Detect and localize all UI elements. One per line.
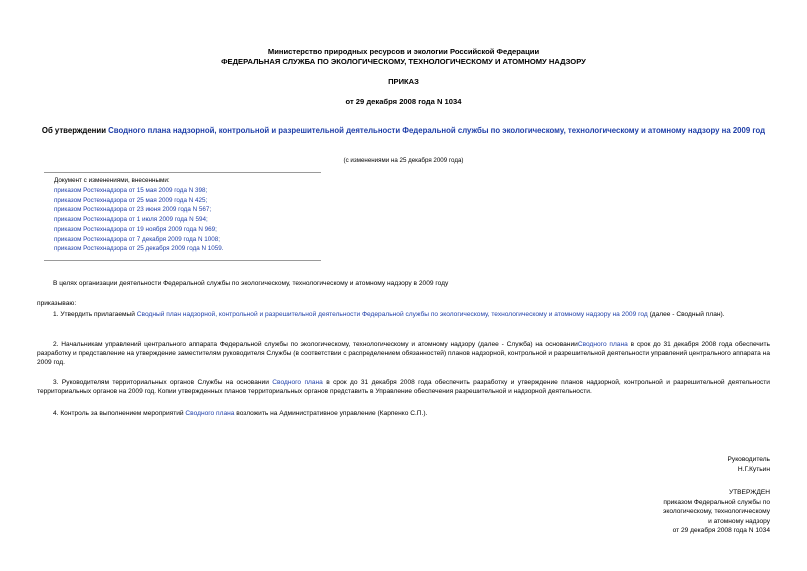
document-date-number: от 29 декабря 2008 года N 1034 — [345, 97, 462, 106]
paragraph-3 — [37, 379, 770, 397]
document-header — [0, 47, 807, 67]
approval-line: от 29 декабря 2008 года N 1034 — [672, 527, 770, 535]
paragraph-text: (далее - Сводный план). — [647, 311, 725, 318]
approval-block — [663, 488, 770, 536]
paragraph-text: 4. Контроль за выполнением мероприятий — [53, 410, 186, 417]
change-link[interactable]: приказом Ростехнадзора от 1 июля 2009 года N 594; — [54, 216, 208, 223]
title-link[interactable]: Сводного плана надзорной, контрольной и разрешительной деятельности Федеральной службы по экологическому, технологическому и атомному надзору на 2009 год — [108, 126, 766, 135]
changes-label: Документ с изменениями, внесенными: — [54, 177, 170, 184]
paragraph-2 — [37, 341, 770, 368]
signer-role: Руководитель — [727, 456, 770, 463]
approval-line: и атомному надзору — [708, 517, 770, 525]
paragraph-4 — [37, 410, 770, 419]
intro-paragraph: В целях организации деятельности Федеральной службы по экологическому, технологическому и атомному надзору в 2009 году — [53, 280, 449, 287]
summary-plan-link[interactable]: Сводный план надзорной, контрольной и разрешительной деятельности Федеральной службы по экологическому, технологическому и атомному надзору на 2009 год — [136, 311, 648, 318]
paragraph-text: в срок до 31 декабря 2008 года обеспечить разработку и представление на утверждение заместителям руководителя Службы (в соответствии с распределением обязанностей) планов надзорной, контрольной и разрешительной деятельности управлений центрального аппарата на 2009 год. — [37, 341, 770, 366]
document-type: ПРИКАЗ — [388, 77, 419, 86]
revision-note: (с изменениями на 25 декабря 2009 года) — [343, 157, 464, 164]
change-link[interactable]: приказом Ростехнадзора от 25 декабря 2009 года N 1059. — [54, 245, 224, 253]
paragraph-text: 2. Начальникам управлений центрального аппарата Федеральной службы по экологическому, технологическому и атомному надзору (далее - Служба) на основании — [53, 341, 578, 348]
change-link[interactable]: приказом Ростехнадзора от 19 ноября 2009 года N 969; — [54, 225, 217, 233]
change-link[interactable]: приказом Ростехнадзора от 7 декабря 2009 года N 1008; — [54, 235, 221, 243]
change-link[interactable]: приказом Ростехнадзора от 15 мая 2009 года N 398; — [54, 186, 208, 194]
paragraph-text: 1. Утвердить прилагаемый — [53, 311, 137, 318]
signer-name: Н.Г.Кутьин — [737, 465, 770, 473]
paragraph-text: 3. Руководителям территориальных органов Службы на основании — [53, 379, 273, 386]
summary-plan-link[interactable]: Сводного плана — [577, 341, 628, 348]
approval-line: экологическому, технологическому — [663, 508, 770, 516]
change-link[interactable]: приказом Ростехнадзора от 23 июня 2009 года N 567; — [54, 206, 212, 214]
paragraph-text: в срок до 31 декабря 2008 года обеспечить разработку и утверждение планов надзорной, контрольной и разрешительной деятельности территориальных органов на 2009 год. Копии утвержденных планов территориальных органов представить в Управление обеспечения разрешительной и надзорной деятельности. — [37, 379, 770, 395]
changes-box — [44, 172, 321, 261]
order-word: приказываю: — [37, 300, 77, 307]
summary-plan-link[interactable]: Сводного плана — [185, 410, 235, 417]
summary-plan-link[interactable]: Сводного плана — [272, 379, 323, 386]
approval-label: УТВЕРЖДЕН — [728, 489, 770, 496]
document-title — [40, 126, 767, 137]
change-link[interactable]: приказом Ростехнадзора от 25 мая 2009 года N 425; — [54, 196, 208, 204]
paragraph-text: возложить на Административное управление (Карпенко С.П.). — [234, 410, 428, 417]
title-prefix: Об утверждении — [41, 126, 109, 135]
ministry-name: Министерство природных ресурсов и экологии Российской Федерации — [267, 47, 540, 56]
approval-line: приказом Федеральной службы по — [663, 498, 770, 506]
signature-block — [728, 455, 770, 474]
service-name: ФЕДЕРАЛЬНАЯ СЛУЖБА ПО ЭКОЛОГИЧЕСКОМУ, ТЕХНОЛОГИЧЕСКОМУ И АТОМНОМУ НАДЗОРУ — [221, 56, 586, 66]
paragraph-1 — [37, 311, 770, 320]
